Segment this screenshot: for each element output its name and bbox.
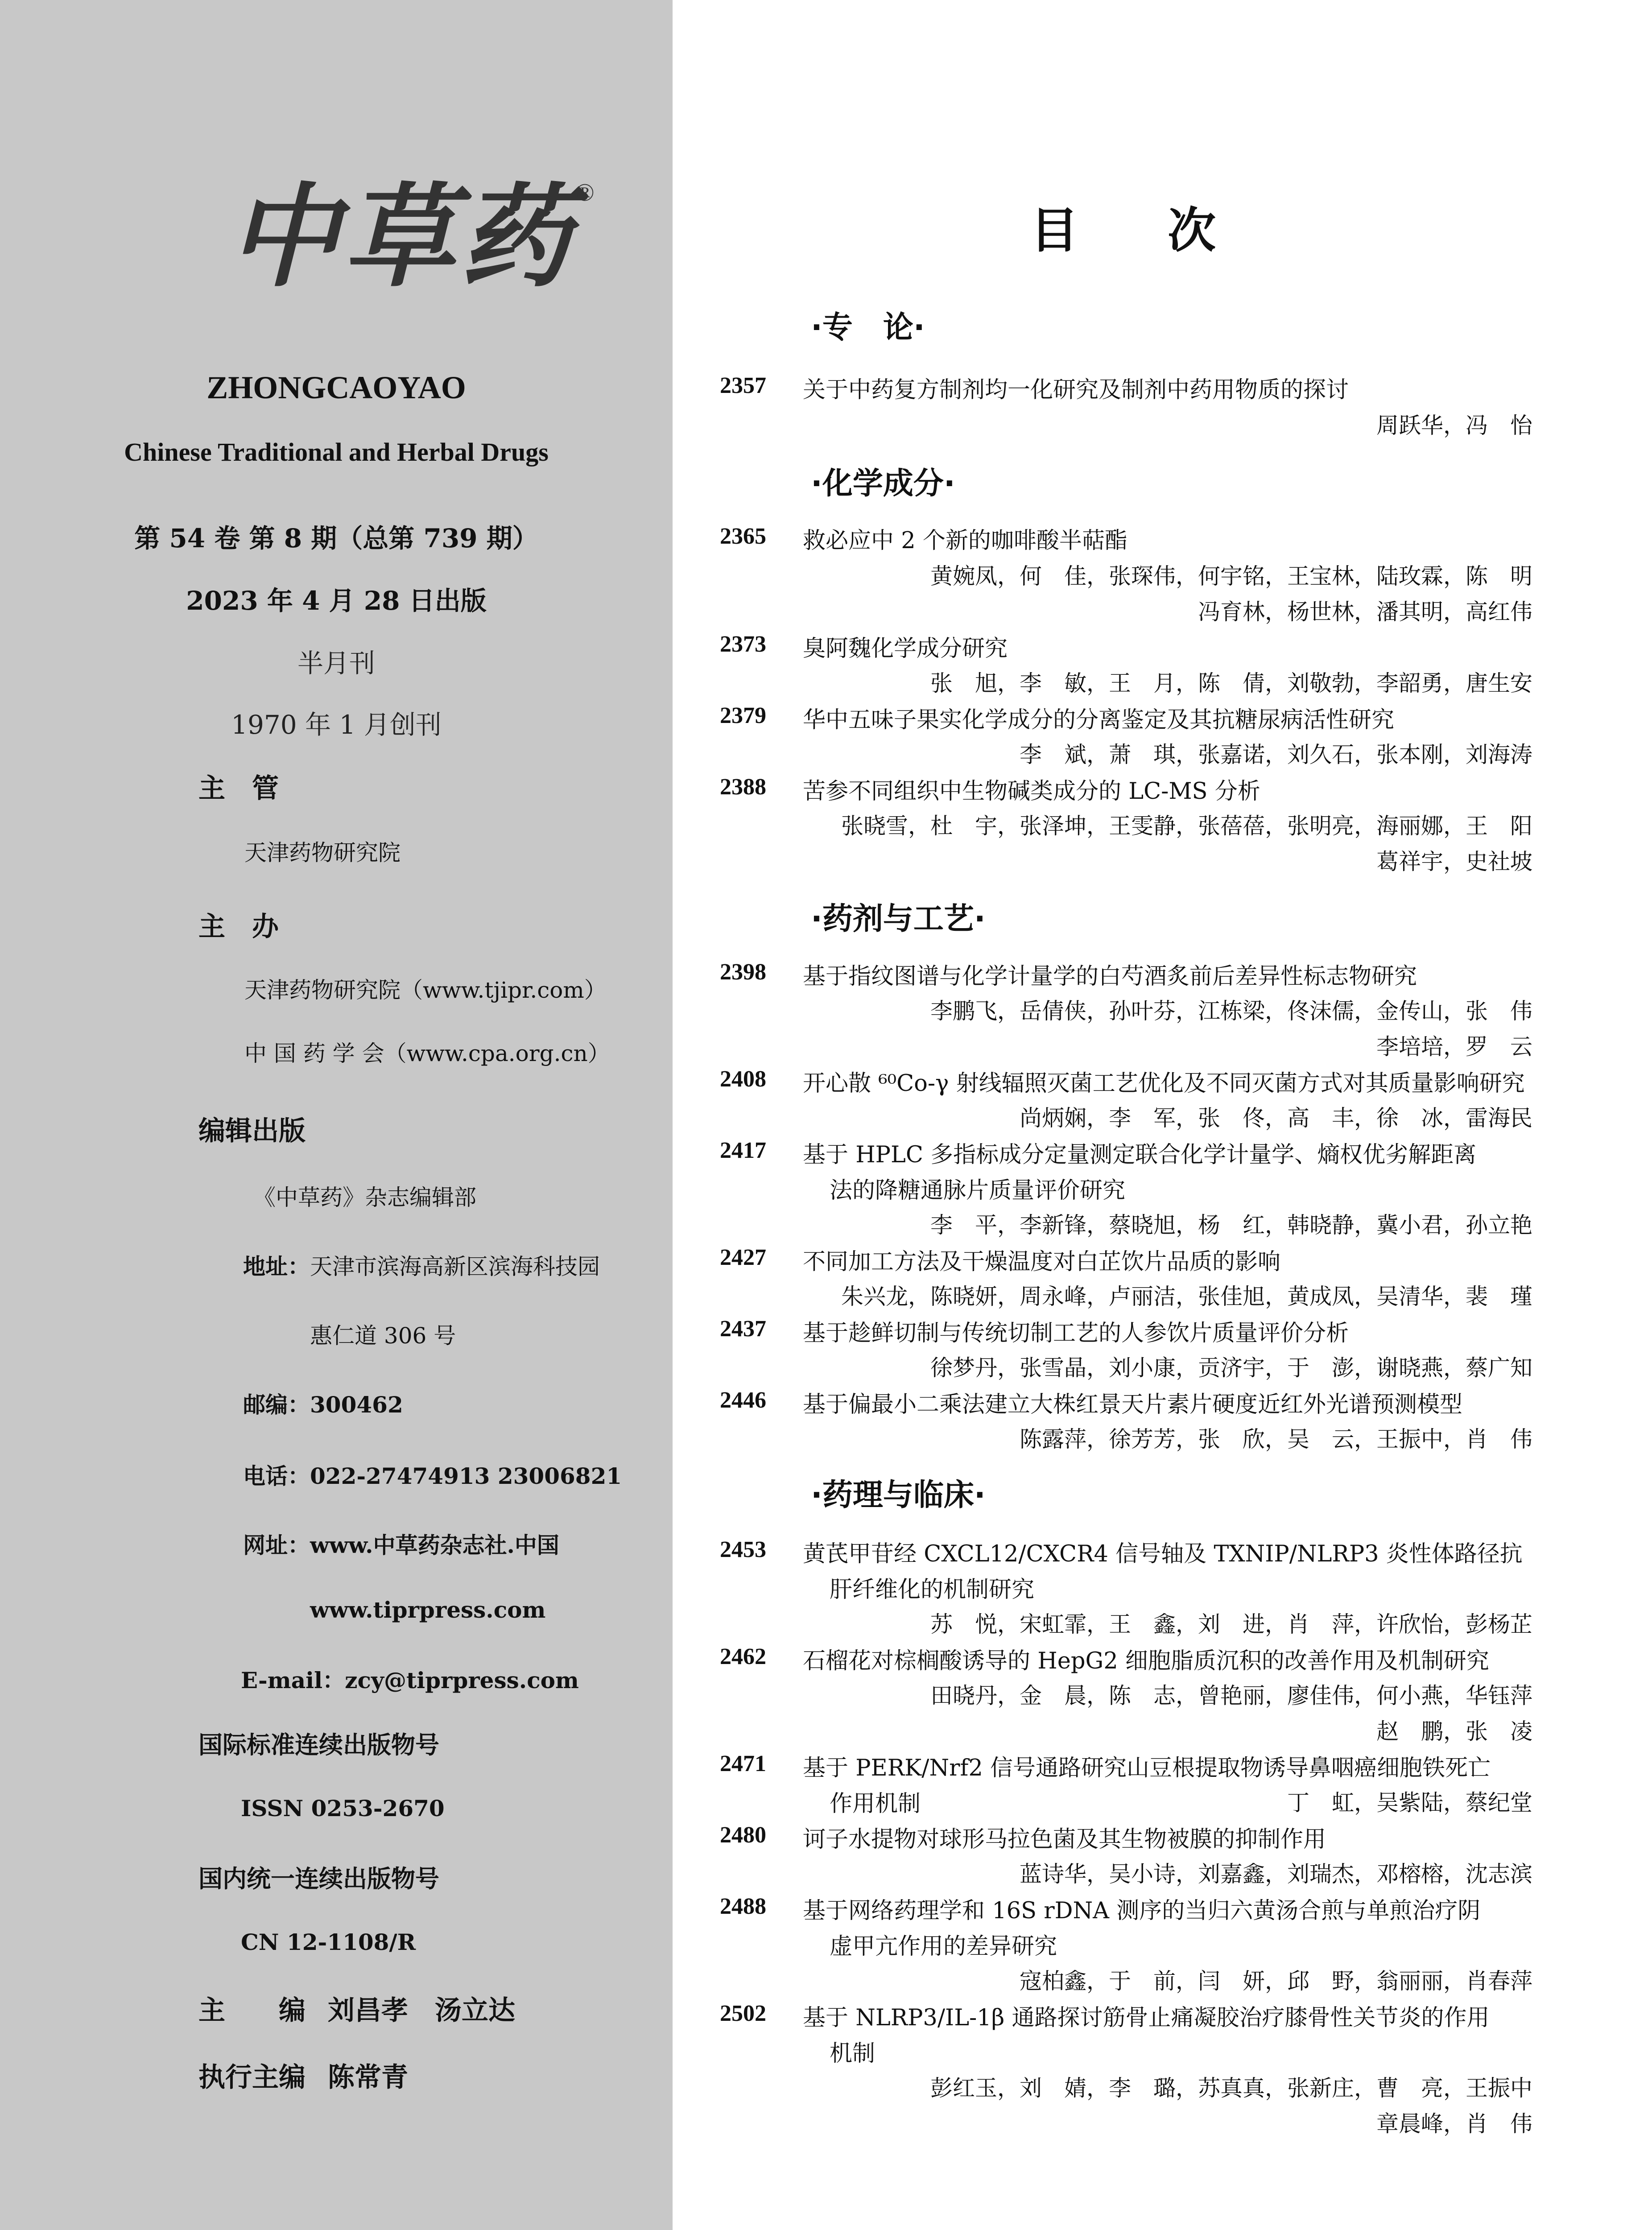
article-title-continued[interactable]: 虚甲亢作用的差异研究	[830, 1933, 1057, 1960]
editor-label: 主 编	[198, 1995, 306, 2026]
article-authors: 蓝诗华，吴小诗，刘嘉鑫，刘瑞杰，邓榕榕，沈志滨	[1020, 1861, 1532, 1887]
article-title[interactable]: 石榴花对棕榈酸诱导的 HepG2 细胞脂质沉积的改善作用及机制研究	[803, 1648, 1489, 1674]
article-authors: 赵 鹏，张 凌	[1376, 1718, 1532, 1744]
article-authors: 李 平，李新锋，蔡晓旭，杨 红，韩晓静，冀小君，孙立艳	[930, 1212, 1532, 1238]
article-title[interactable]: 基于网络药理学和 16S rDNA 测序的当归六黄汤合煎与单煎治疗阴	[803, 1898, 1481, 1924]
article-title-continued[interactable]: 机制	[830, 2040, 876, 2067]
article-authors: 田晓丹，金 晨，陈 志，曾艳丽，廖佳伟，何小燕，华钰萍	[930, 1683, 1532, 1709]
article-authors: 苏 悦，宋虹霏，王 鑫，刘 进，肖 萍，许欣怡，彭杨芷	[930, 1611, 1532, 1637]
article-title[interactable]: 关于中药复方制剂均一化研究及制剂中药用物质的探讨	[803, 377, 1349, 403]
article-title[interactable]: 基于 NLRP3/IL-1β 通路探讨筋骨止痛凝胶治疗膝骨性关节炎的作用	[803, 2005, 1490, 2031]
article-authors: 寇柏鑫，于 前，闫 妍，邱 野，翁丽丽，肖春萍	[1020, 1968, 1532, 1994]
article-authors: 彭红玉，刘 婧，李 璐，苏真真，张新庄，曹 亮，王振中	[930, 2075, 1532, 2101]
page-number: 2408	[720, 1066, 766, 1092]
founding-date: 1970 年 1 月创刊	[231, 710, 442, 740]
journal-pinyin: ZHONGCAOYAO	[206, 370, 466, 405]
page-number: 2388	[720, 774, 766, 800]
article-title-continued[interactable]: 作用机制	[830, 1791, 921, 1817]
article-title-continued[interactable]: 肝纤维化的机制研究	[830, 1577, 1035, 1603]
website-2: www.tiprpress.com	[310, 1597, 546, 1623]
logo-char-3: 药	[459, 171, 571, 302]
address-1: 天津市滨海高新区滨海科技园	[310, 1254, 600, 1280]
section-heading: ·专 论·	[811, 310, 925, 345]
article-authors: 冯育林，杨世林，潘其明，高红伟	[1198, 599, 1532, 625]
volume-issue: 第 54 卷 第 8 期（总第 739 期）	[134, 523, 538, 553]
exec-editor-label: 执行主编	[198, 2062, 306, 2093]
article-title-continued[interactable]: 法的降糖通脉片质量评价研究	[830, 1177, 1126, 1204]
article-authors: 朱兴龙，陈晓妍，周永峰，卢丽洁，张佳旭，黄成凤，吴清华，裴 瑾	[841, 1284, 1532, 1309]
issn-label: 国际标准连续出版物号	[198, 1730, 439, 1759]
exec-editor-line	[198, 2056, 408, 2094]
phone-line	[243, 1458, 622, 1491]
postcode-line	[243, 1387, 403, 1419]
page-number: 2427	[720, 1245, 766, 1270]
website-1: www.中草药杂志社.中国	[310, 1532, 559, 1558]
article-title[interactable]: 诃子水提物对球形马拉色菌及其生物被膜的抑制作用	[803, 1826, 1326, 1853]
page-number: 2462	[720, 1644, 766, 1669]
article-title[interactable]: 基于 PERK/Nrf2 信号通路研究山豆根提取物诱导鼻咽癌细胞铁死亡	[803, 1755, 1491, 1781]
page-number: 2502	[720, 2001, 766, 2026]
article-authors: 李 斌，萧 琪，张嘉诺，刘久石，张本刚，刘海涛	[1020, 742, 1532, 768]
article-title[interactable]: 基于 HPLC 多指标成分定量测定联合化学计量学、熵权优劣解距离	[803, 1142, 1477, 1168]
address-line-1	[243, 1249, 600, 1281]
sponsor-2: 中 国 药 学 会（www.cpa.org.cn）	[244, 1041, 610, 1066]
page-number: 2357	[720, 373, 766, 398]
article-title[interactable]: 黄芪甲苷经 CXCL12/CXCR4 信号轴及 TXNIP/NLRP3 炎性体路径抗	[803, 1541, 1523, 1567]
website-line	[243, 1528, 559, 1560]
article-authors: 葛祥宇，史社坡	[1376, 849, 1532, 875]
article-title[interactable]: 基于偏最小二乘法建立大株红景天片素片硬度近红外光谱预测模型	[803, 1392, 1463, 1418]
page-number: 2446	[720, 1388, 766, 1413]
cn-label: 国内统一连续出版物号	[198, 1864, 439, 1893]
page-number: 2417	[720, 1138, 766, 1163]
article-title[interactable]: 不同加工方法及干燥温度对白芷饮片品质的影响	[803, 1249, 1281, 1275]
page-number: 2373	[720, 632, 766, 657]
publisher: 《中草药》杂志编辑部	[253, 1185, 476, 1210]
editor-line	[198, 1989, 515, 2028]
page-number: 2480	[720, 1822, 766, 1848]
publication-date: 2023 年 4 月 28 日出版	[186, 586, 487, 616]
article-authors: 章晨峰，肖 伟	[1376, 2111, 1532, 2137]
email-label: E-mail：	[241, 1667, 345, 1693]
article-authors: 丁 虹，吴紫陆，蔡纪堂	[1287, 1790, 1532, 1816]
publisher-label: 编辑出版	[198, 1115, 306, 1147]
registered-mark: ®	[575, 179, 595, 206]
article-authors: 周跃华，冯 怡	[1376, 413, 1532, 438]
article-title[interactable]: 救必应中 2 个新的咖啡酸半萜酯	[803, 528, 1127, 554]
publication-frequency: 半月刊	[297, 648, 375, 678]
page-number: 2488	[720, 1894, 766, 1919]
page-number: 2365	[720, 524, 766, 549]
email-line	[241, 1663, 579, 1695]
journal-logo	[227, 169, 593, 303]
phone: 022-27474913 23006821	[310, 1463, 622, 1489]
sponsor-label: 主 办	[198, 911, 279, 942]
article-authors: 张晓雪，杜 宇，张泽坤，王雯静，张蓓蓓，张明亮，海丽娜，王 阳	[841, 813, 1532, 839]
page-number: 2379	[720, 703, 766, 728]
phone-label: 电话：	[243, 1463, 310, 1489]
article-authors: 陈露萍，徐芳芳，张 欣，吴 云，王振中，肖 伟	[1020, 1426, 1532, 1452]
article-authors: 黄婉凤，何 佳，张琛伟，何宇铭，王宝林，陆玫霖，陈 明	[930, 563, 1532, 589]
editor: 刘昌孝 汤立达	[328, 1995, 515, 2026]
section-heading: ·化学成分·	[811, 466, 955, 501]
address-2: 惠仁道 306 号	[310, 1323, 456, 1349]
sponsor-1: 天津药物研究院（www.tjipr.com）	[244, 977, 607, 1003]
article-title[interactable]: 开心散 ⁶⁰Co-γ 射线辐照灭菌工艺优化及不同灭菌方式对其质量影响研究	[803, 1070, 1525, 1097]
section-heading: ·药剂与工艺·	[811, 901, 986, 937]
logo-char-1: 中	[227, 171, 339, 302]
page-number: 2398	[720, 959, 766, 985]
section-heading: ·药理与临床·	[811, 1478, 986, 1513]
cn: CN 12-1108/R	[241, 1929, 416, 1955]
article-authors: 徐梦丹，张雪晶，刘小康，贡济宇，于 澎，谢晓燕，蔡广知	[930, 1355, 1532, 1381]
address-label: 地址：	[243, 1253, 310, 1280]
page-number: 2453	[720, 1537, 766, 1562]
article-authors: 尚炳娴，李 军，张 佟，高 丰，徐 冰，雷海民	[1020, 1105, 1532, 1131]
issn: ISSN 0253-2670	[241, 1795, 445, 1821]
supervisor: 天津药物研究院	[244, 840, 401, 866]
page-number: 2437	[720, 1316, 766, 1342]
supervisor-label: 主 管	[198, 773, 279, 804]
article-title[interactable]: 臭阿魏化学成分研究	[803, 636, 1008, 662]
toc-title: 目次	[1030, 203, 1305, 259]
article-title[interactable]: 基于指纹图谱与化学计量学的白芍酒炙前后差异性标志物研究	[803, 963, 1417, 990]
article-title[interactable]: 基于趁鲜切制与传统切制工艺的人参饮片质量评价分析	[803, 1320, 1349, 1346]
website-label: 网址：	[243, 1532, 310, 1558]
exec-editor: 陈常青	[328, 2062, 408, 2093]
postcode: 300462	[310, 1392, 403, 1418]
page-number: 2471	[720, 1751, 766, 1776]
postcode-label: 邮编：	[243, 1392, 310, 1418]
article-authors: 李鹏飞，岳倩侠，孙叶芬，江栋梁，佟沫儒，金传山，张 伟	[930, 998, 1532, 1024]
article-authors: 李培培，罗 云	[1376, 1034, 1532, 1060]
journal-sidebar	[0, 0, 673, 2230]
article-title[interactable]: 苦参不同组织中生物碱类成分的 LC-MS 分析	[803, 778, 1260, 805]
email: zcy@tiprpress.com	[345, 1667, 579, 1693]
journal-english-name: Chinese Traditional and Herbal Drugs	[124, 438, 549, 467]
logo-char-2: 草	[343, 171, 455, 302]
article-authors: 张 旭，李 敏，王 月，陈 倩，刘敬勃，李韶勇，唐生安	[930, 670, 1532, 696]
article-title[interactable]: 华中五味子果实化学成分的分离鉴定及其抗糖尿病活性研究	[803, 707, 1395, 733]
